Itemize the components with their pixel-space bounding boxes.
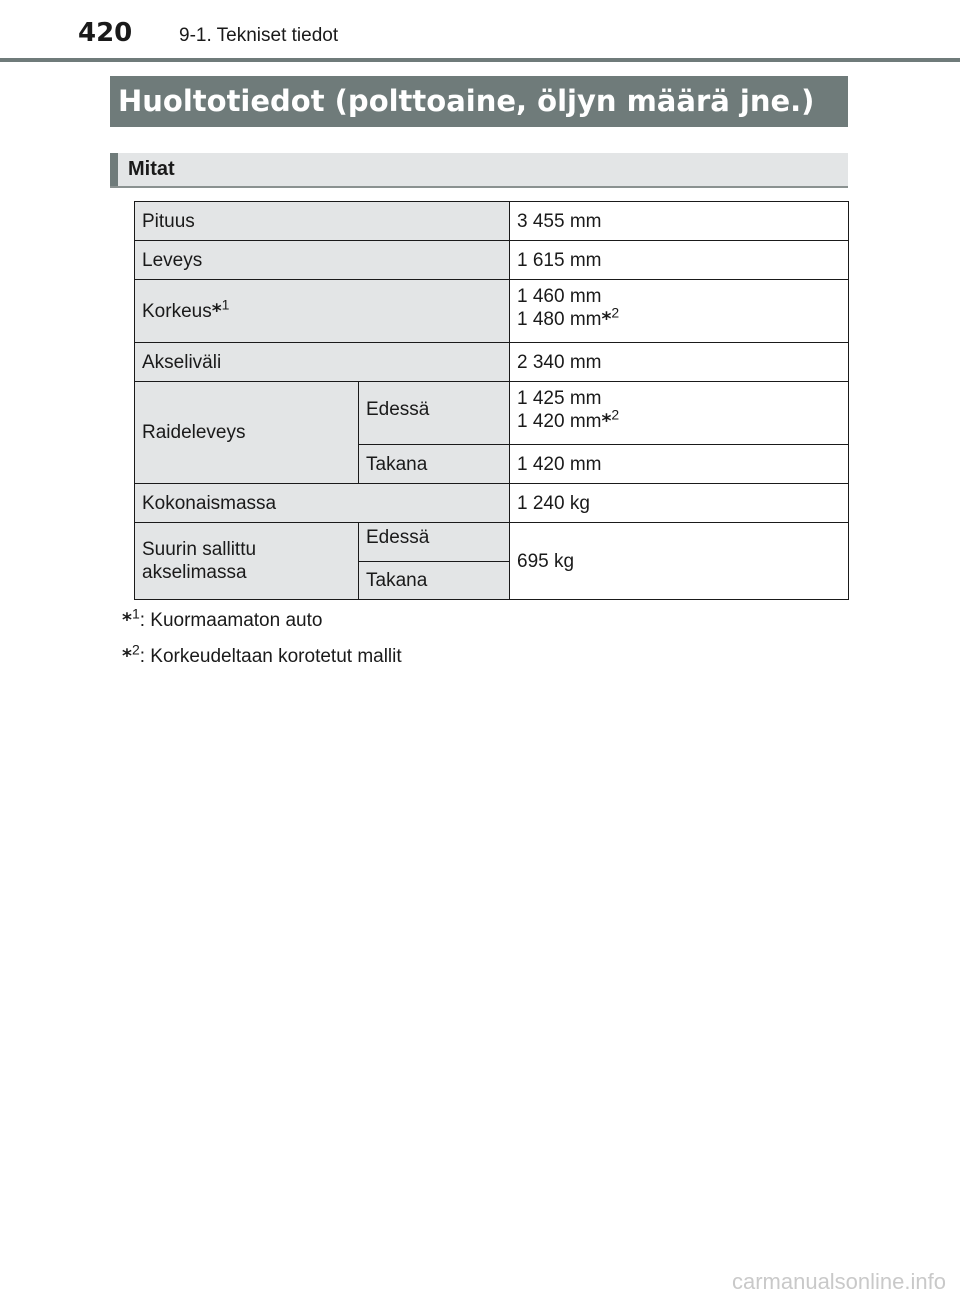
footnote-marker: 2: [131, 641, 140, 658]
page-title: Huoltotiedot (polttoaine, öljyn määrä jne.): [118, 84, 815, 118]
footnote-text: : Kuormaamaton auto: [139, 610, 323, 631]
page-number: 420: [78, 18, 133, 48]
header-divider: [0, 58, 960, 62]
axle-load-value: 695 kg: [517, 550, 575, 572]
gross-mass-label: Kokonaismassa: [142, 492, 277, 514]
footnote-ref: 2: [611, 406, 620, 423]
axle-rear-label: Takana: [366, 570, 428, 591]
table-row: [135, 343, 849, 382]
footnote-ref: 1: [221, 296, 230, 313]
table-label-cell: [135, 484, 510, 523]
table-value-cell: [510, 241, 849, 280]
table-label-cell: [135, 202, 510, 241]
table-value-cell: [510, 202, 849, 241]
wheelbase-value: 2 340 mm: [517, 351, 602, 373]
track-label: Raideleveys: [142, 422, 246, 443]
table-label-cell: [135, 241, 510, 280]
table-label-cell: [135, 280, 510, 343]
height-label: Korkeus: [142, 300, 212, 322]
width-label: Leveys: [142, 249, 203, 271]
footnote-star: *: [122, 609, 132, 631]
footnote-2: [122, 641, 402, 668]
section-breadcrumb: 9-1. Tekniset tiedot: [179, 25, 339, 46]
table-sublabel-cell: [359, 445, 510, 484]
dimensions-table: [134, 201, 849, 600]
table-label-cell: [135, 343, 510, 382]
footnote-text: : Korkeudeltaan korotetut mallit: [139, 646, 402, 667]
footnote-star: *: [601, 410, 612, 432]
page-title-bar: [110, 76, 848, 127]
footnote-marker: 1: [131, 605, 140, 622]
wheelbase-label: Akseliväli: [142, 351, 222, 373]
section-heading-bar: [110, 153, 848, 188]
track-rear-label: Takana: [366, 453, 428, 475]
table-label-cell: [135, 382, 359, 484]
table-value-cell: [510, 343, 849, 382]
table-row: [135, 202, 849, 241]
gross-mass-value: 1 240 kg: [517, 492, 590, 514]
height-value-raised: 1 480 mm: [517, 309, 602, 330]
table-sublabel-cell: [359, 562, 510, 600]
axle-load-label-line2: akselimassa: [142, 562, 247, 583]
footnote-ref: 2: [611, 304, 620, 321]
footnote-1: [122, 605, 323, 632]
track-front-value-raised: 1 420 mm: [517, 411, 602, 432]
width-value: 1 615 mm: [517, 249, 602, 271]
track-front-value-standard: 1 425 mm: [517, 388, 602, 409]
track-rear-value: 1 420 mm: [517, 453, 602, 475]
table-row: [135, 484, 849, 523]
table-value-cell: [510, 523, 849, 600]
track-front-label: Edessä: [366, 399, 430, 420]
length-label: Pituus: [142, 210, 195, 232]
table-row: [135, 241, 849, 280]
table-value-cell: [510, 445, 849, 484]
section-heading: Mitat: [128, 158, 175, 180]
table-label-cell: [135, 523, 359, 600]
watermark: carmanualsonline.info: [731, 1269, 946, 1294]
heading-accent: [110, 153, 118, 186]
table-sublabel-cell: [359, 523, 510, 562]
table-sublabel-cell: [359, 382, 510, 445]
table-value-cell: [510, 382, 849, 445]
footnote-star: *: [601, 308, 612, 330]
footnote-star: *: [122, 645, 132, 667]
table-value-cell: [510, 280, 849, 343]
axle-load-label-line1: Suurin sallittu: [142, 539, 257, 560]
table-row: [135, 382, 849, 445]
table-row: [135, 280, 849, 343]
table-row: [135, 523, 849, 562]
length-value: 3 455 mm: [517, 210, 602, 232]
axle-front-label: Edessä: [366, 527, 430, 548]
table-value-cell: [510, 484, 849, 523]
footnote-star: *: [211, 299, 222, 322]
height-value-standard: 1 460 mm: [517, 286, 602, 307]
